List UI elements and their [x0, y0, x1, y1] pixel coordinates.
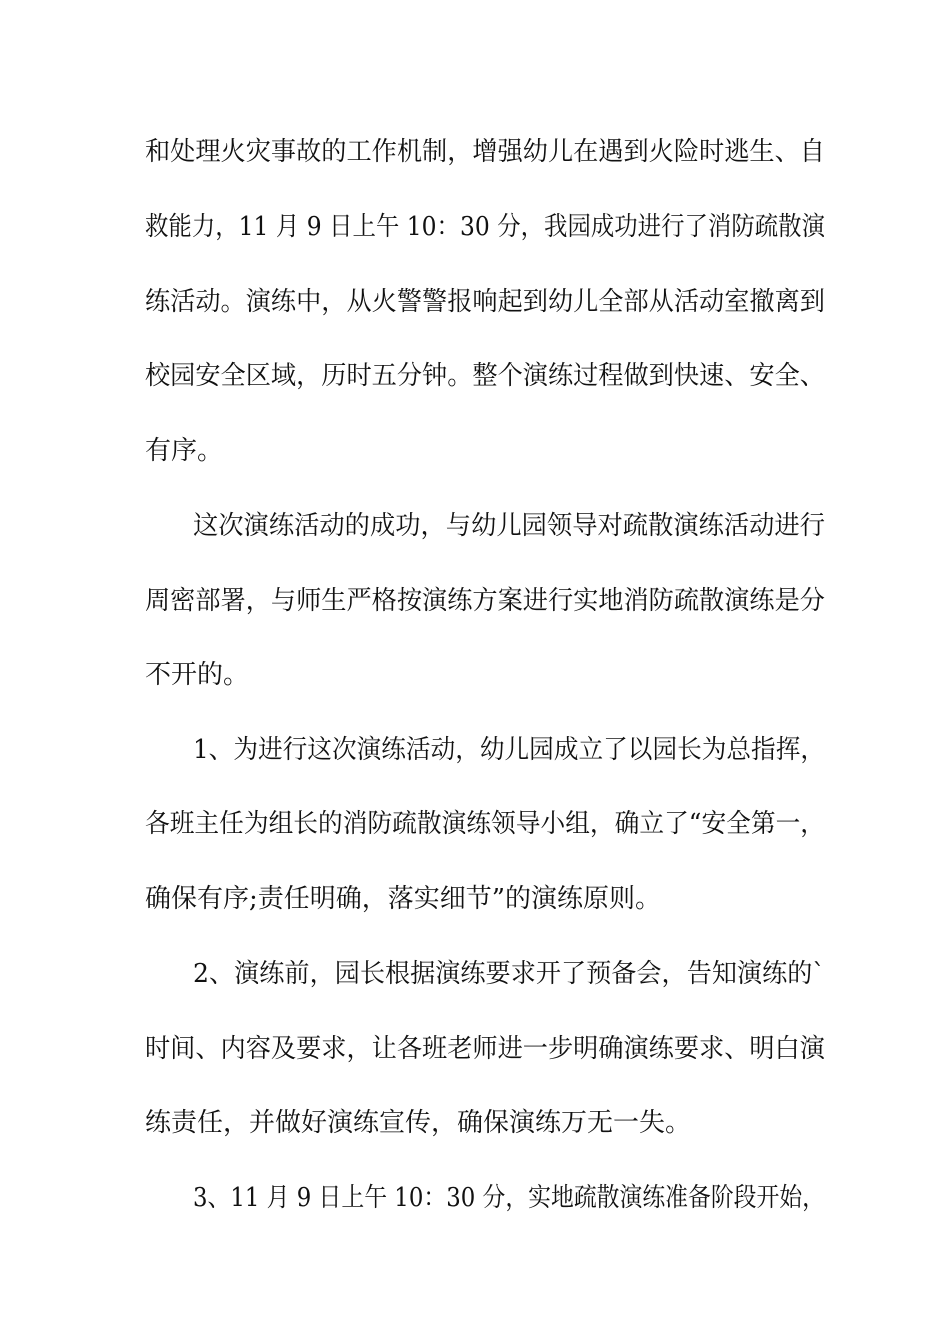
text-line	[0, 879, 950, 919]
text-line	[0, 655, 950, 695]
text-line-content: 各班主任为组长的消防疏散演练领导小组，确立了“安全第一，	[145, 809, 826, 839]
text-line	[0, 1029, 950, 1069]
text-line	[0, 132, 950, 172]
text-line	[0, 1103, 950, 1143]
paragraph-first-line	[0, 506, 950, 546]
paragraph-first-line	[0, 954, 950, 994]
text-line-content: 练活动。演练中，从火警警报响起到幼儿全部从活动室撤离到	[145, 287, 825, 317]
text-line-content: 校园安全区域，历时五分钟。整个演练过程做到快速、安全、	[145, 361, 825, 391]
text-line-content: 和处理火灾事故的工作机制，增强幼儿在遇到火险时逃生、自	[145, 137, 825, 167]
text-line	[0, 207, 950, 247]
text-line-content: 这次演练活动的成功，与幼儿园领导对疏散演练活动进行	[193, 511, 826, 541]
text-line	[0, 282, 950, 322]
text-line	[0, 431, 950, 471]
text-line-content: 3、11 月 9 日上午 10：30 分，实地疏散演练准备阶段开始，	[193, 1183, 826, 1213]
text-line-content: 2、演练前，园长根据演练要求开了预备会，告知演练的`	[193, 959, 825, 989]
text-line-content: 1、为进行这次演练活动，幼儿园成立了以园长为总指挥，	[193, 735, 826, 765]
text-line	[0, 356, 950, 396]
text-line-content: 确保有序;责任明确，落实细节”的演练原则。	[145, 884, 662, 914]
text-line-content: 周密部署，与师生严格按演练方案进行实地消防疏散演练是分	[145, 586, 825, 616]
paragraph-first-line	[0, 730, 950, 770]
text-line-content: 不开的。	[145, 660, 250, 690]
text-line-content: 救能力，11 月 9 日上午 10：30 分，我园成功进行了消防疏散演	[145, 212, 825, 242]
text-line	[0, 804, 950, 844]
paragraph-first-line	[0, 1178, 950, 1218]
text-line	[0, 581, 950, 621]
text-line-content: 练责任，并做好演练宣传，确保演练万无一失。	[145, 1108, 692, 1138]
text-line-content: 有序。	[145, 436, 224, 466]
text-line-content: 时间、内容及要求，让各班老师进一步明确演练要求、明白演	[145, 1034, 825, 1064]
